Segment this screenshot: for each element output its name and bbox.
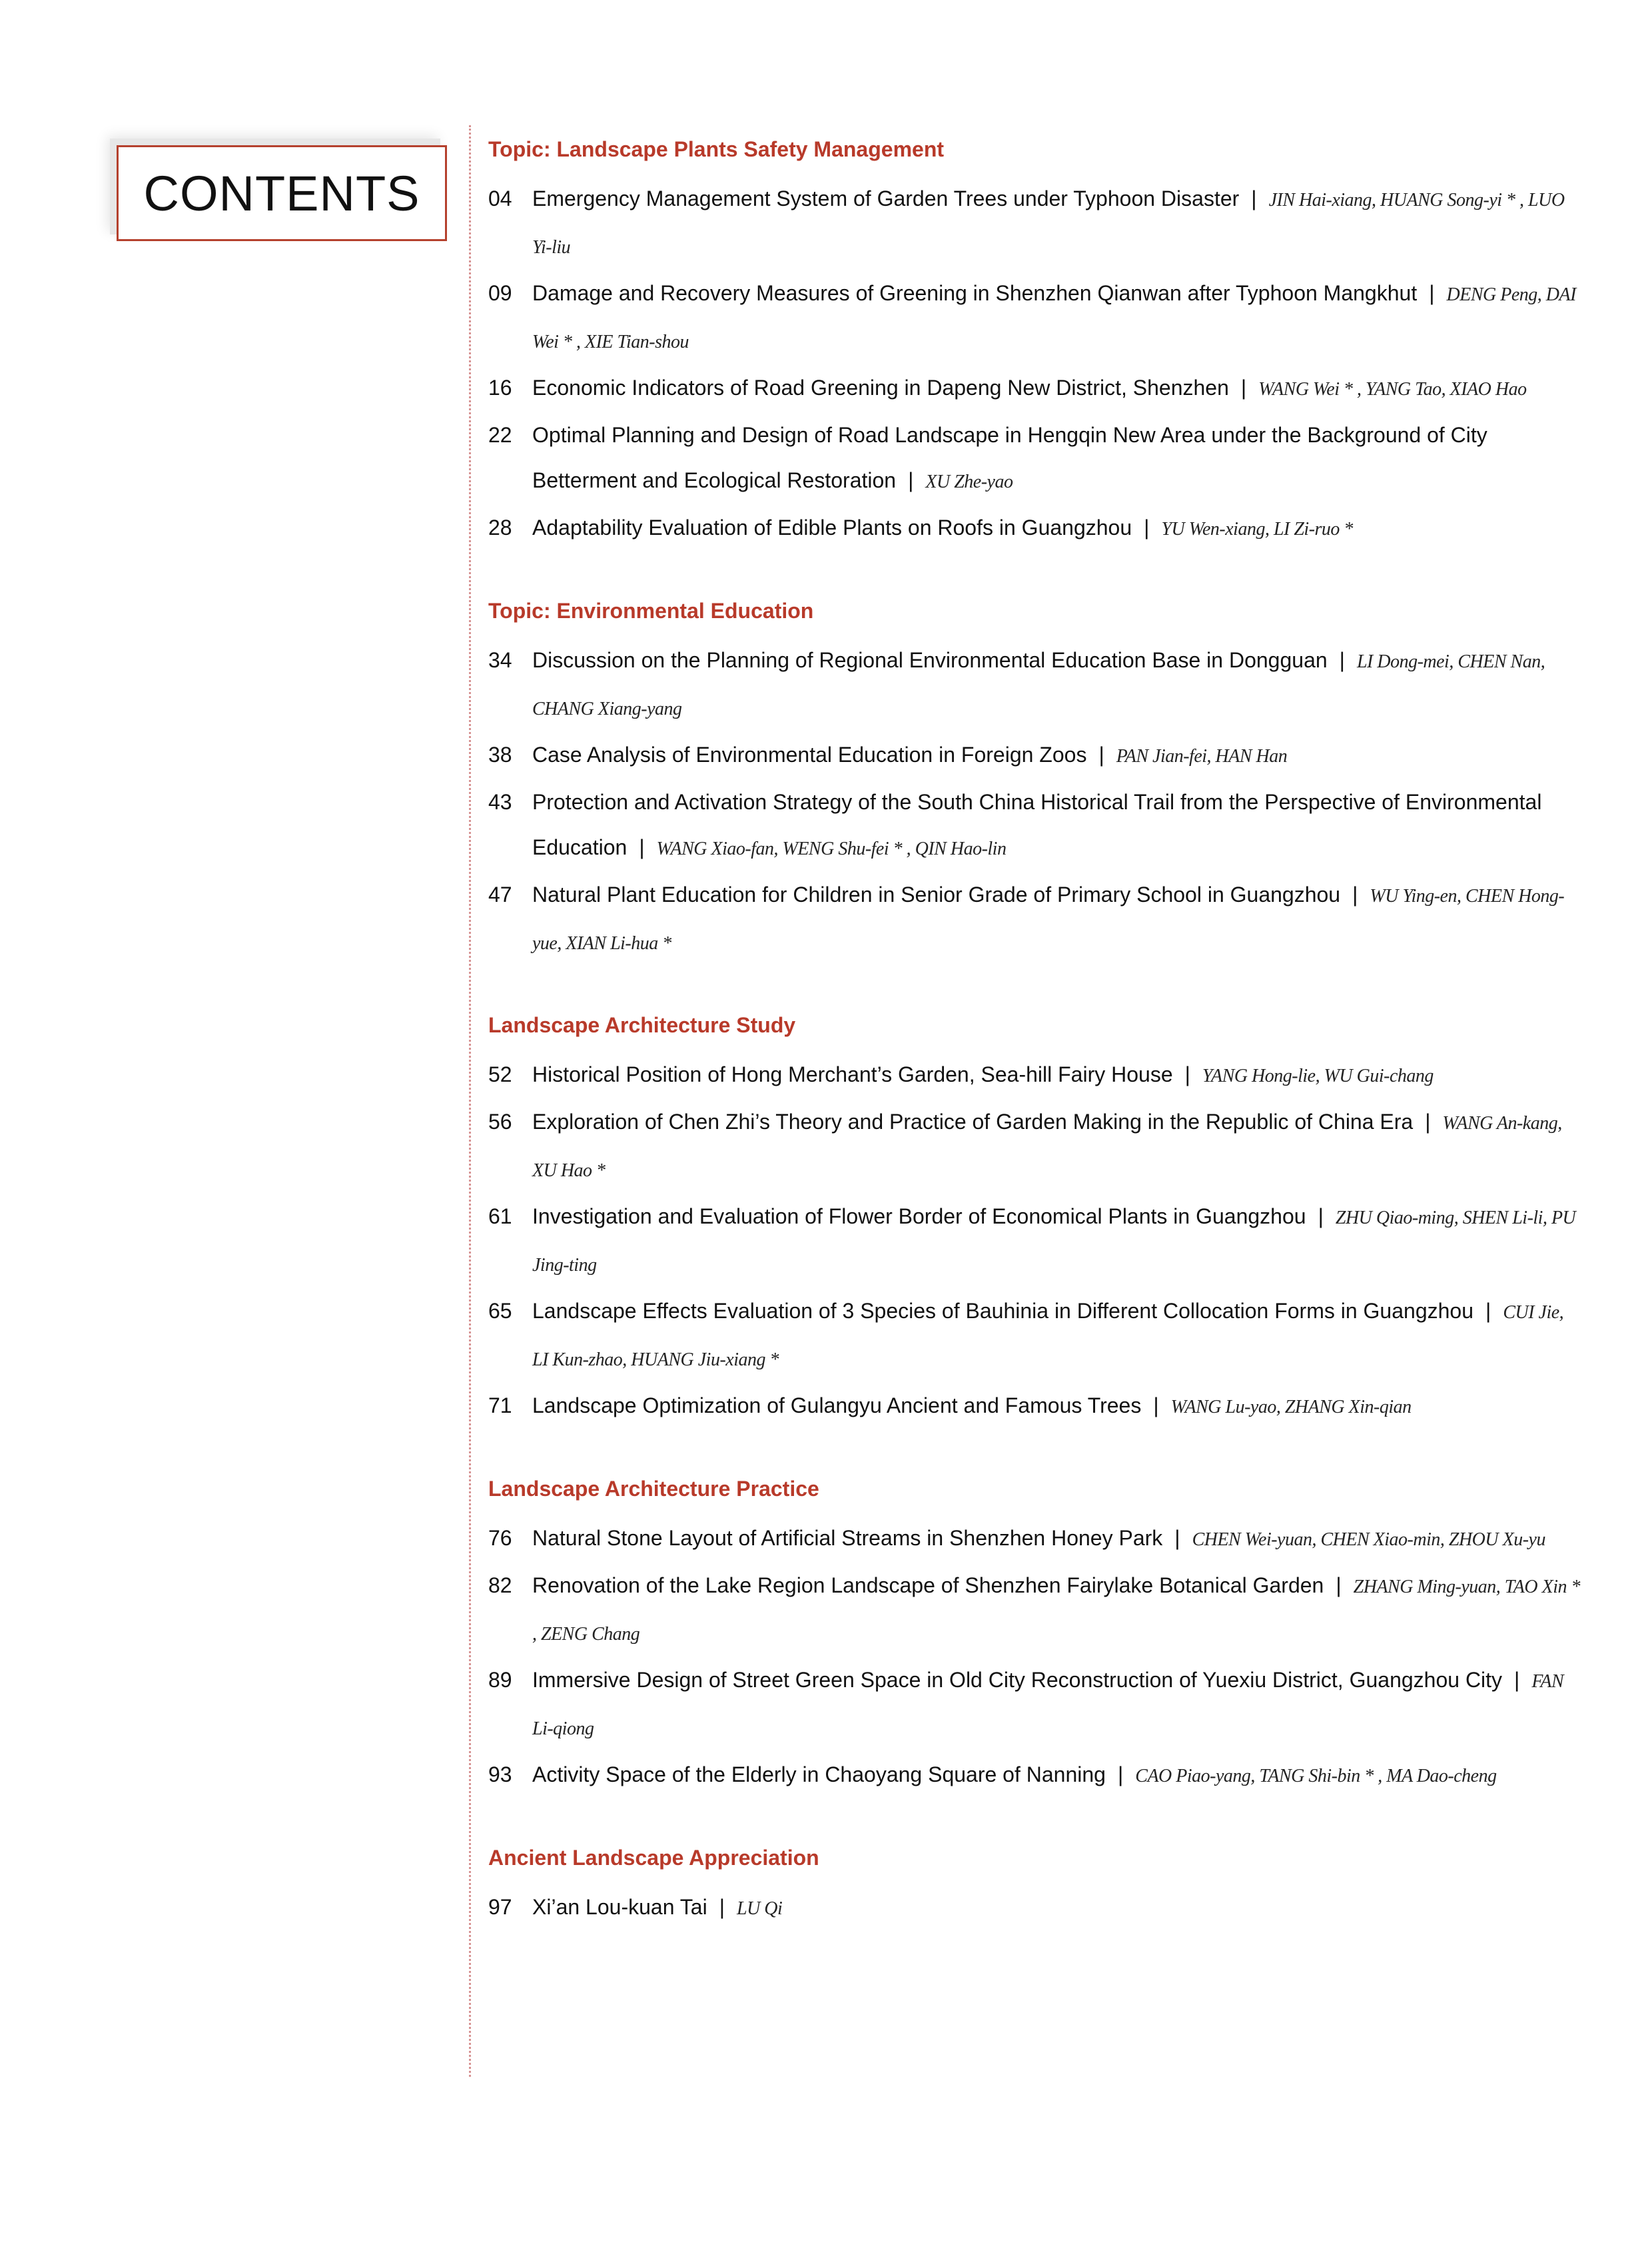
- toc-entry[interactable]: [488, 1515, 1581, 1563]
- article-authors: ZHANG Ming-yuan, TAO Xin * , ZENG Chang: [532, 1577, 1581, 1645]
- separator: |: [1174, 1526, 1180, 1550]
- toc-entry[interactable]: [488, 1194, 1581, 1288]
- article-authors: LI Dong-mei, CHEN Nan, CHANG Xiang-yang: [532, 651, 1545, 719]
- toc-entry[interactable]: [488, 1099, 1581, 1194]
- toc-entry[interactable]: [488, 1052, 1581, 1099]
- toc-entry[interactable]: [488, 365, 1581, 412]
- section-title: Topic: Environmental Education: [488, 599, 814, 623]
- page-number: 61: [488, 1204, 512, 1228]
- article-title: Protection and Activation Strategy of the South China Historical Trail from the Perspective of Environmental Education: [532, 790, 1542, 859]
- separator: |: [1251, 187, 1257, 210]
- article-authors: ZHU Qiao-ming, SHEN Li-li, PU Jing-ting: [532, 1208, 1576, 1276]
- page-number: 16: [488, 376, 512, 400]
- table-of-contents: [488, 132, 1581, 1973]
- section-title: Topic: Landscape Plants Safety Management: [488, 137, 945, 161]
- contents-title: CONTENTS: [143, 165, 420, 221]
- toc-entry[interactable]: [488, 1657, 1581, 1752]
- toc-entry[interactable]: [488, 1288, 1581, 1383]
- separator: |: [1352, 883, 1358, 907]
- toc-section: [488, 132, 1581, 552]
- article-authors: WU Ying-en, CHEN Hong-yue, XIAN Li-hua *: [532, 886, 1565, 954]
- article-title: Emergency Management System of Garden Trees under Typhoon Disaster: [532, 187, 1240, 210]
- article-authors: CAO Piao-yang, TANG Shi-bin * , MA Dao-cheng: [1135, 1766, 1497, 1786]
- article-authors: JIN Hai-xiang, HUANG Song-yi * , LUO Yi-liu: [532, 190, 1565, 258]
- toc-entry[interactable]: [488, 1563, 1581, 1657]
- article-authors: WANG Lu-yao, ZHANG Xin-qian: [1170, 1397, 1412, 1417]
- article-title: Adaptability Evaluation of Edible Plants on Roofs in Guangzhou: [532, 516, 1132, 540]
- article-title: Investigation and Evaluation of Flower Border of Economical Plants in Guangzhou: [532, 1204, 1306, 1228]
- toc-entry[interactable]: [488, 270, 1581, 365]
- page-number: 52: [488, 1062, 512, 1086]
- toc-entry[interactable]: [488, 176, 1581, 270]
- article-title: Damage and Recovery Measures of Greening in Shenzhen Qianwan after Typhoon Mangkhut: [532, 281, 1418, 305]
- article-authors: YANG Hong-lie, WU Gui-chang: [1202, 1066, 1434, 1086]
- separator: |: [1336, 1573, 1342, 1597]
- article-title: Exploration of Chen Zhi’s Theory and Practice of Garden Making in the Republic of China Era: [532, 1110, 1414, 1134]
- article-title: Renovation of the Lake Region Landscape of Shenzhen Fairylake Botanical Garden: [532, 1573, 1324, 1597]
- toc-section: [488, 593, 1581, 966]
- separator: |: [639, 835, 645, 859]
- toc-entry[interactable]: [488, 1383, 1581, 1430]
- toc-entry[interactable]: [488, 412, 1581, 505]
- page-number: 34: [488, 648, 512, 672]
- article-authors: DENG Peng, DAI Wei * , XIE Tian-shou: [532, 284, 1576, 352]
- separator: |: [1318, 1204, 1324, 1228]
- toc-entry[interactable]: [488, 637, 1581, 732]
- page-number: 43: [488, 790, 512, 814]
- separator: |: [719, 1895, 725, 1919]
- section-title: Landscape Architecture Study: [488, 1013, 796, 1037]
- page-number: 71: [488, 1393, 512, 1417]
- vertical-divider: [469, 125, 471, 2077]
- article-authors: FAN Li-qiong: [532, 1671, 1564, 1739]
- contents-heading-box: [117, 145, 447, 241]
- article-authors: PAN Jian-fei, HAN Han: [1116, 746, 1288, 767]
- separator: |: [1184, 1062, 1190, 1086]
- toc-section: [488, 1471, 1581, 1799]
- toc-entry[interactable]: [488, 872, 1581, 966]
- article-title: Economic Indicators of Road Greening in Dapeng New District, Shenzhen: [532, 376, 1229, 400]
- article-title: Immersive Design of Street Green Space in Old City Reconstruction of Yuexiu District, Guangzhou City: [532, 1668, 1503, 1692]
- page-number: 89: [488, 1668, 512, 1692]
- toc-entry[interactable]: [488, 779, 1581, 872]
- toc-section: [488, 1840, 1581, 1932]
- separator: |: [908, 468, 914, 492]
- separator: |: [1098, 743, 1104, 767]
- page-number: 97: [488, 1895, 512, 1919]
- toc-section: [488, 1008, 1581, 1430]
- page-number: 65: [488, 1299, 512, 1323]
- article-authors: WANG Wei * , YANG Tao, XIAO Hao: [1258, 379, 1527, 400]
- separator: |: [1240, 376, 1247, 400]
- article-authors: YU Wen-xiang, LI Zi-ruo *: [1161, 519, 1353, 540]
- page-number: 56: [488, 1110, 512, 1134]
- toc-entry[interactable]: [488, 1752, 1581, 1799]
- article-title: Landscape Optimization of Gulangyu Ancient and Famous Trees: [532, 1393, 1142, 1417]
- article-title: Discussion on the Planning of Regional Environmental Education Base in Dongguan: [532, 648, 1328, 672]
- page-number: 28: [488, 516, 512, 540]
- separator: |: [1425, 1110, 1431, 1134]
- toc-entry[interactable]: [488, 732, 1581, 779]
- toc-entry[interactable]: [488, 505, 1581, 552]
- separator: |: [1514, 1668, 1520, 1692]
- article-title: Xi’an Lou-kuan Tai: [532, 1895, 707, 1919]
- separator: |: [1144, 516, 1150, 540]
- toc-entry[interactable]: [488, 1884, 1581, 1932]
- separator: |: [1485, 1299, 1491, 1323]
- article-title: Natural Plant Education for Children in Senior Grade of Primary School in Guangzhou: [532, 883, 1341, 907]
- article-title: Case Analysis of Environmental Education in Foreign Zoos: [532, 743, 1087, 767]
- article-authors: WANG An-kang, XU Hao *: [532, 1113, 1562, 1181]
- article-title: Historical Position of Hong Merchant’s Garden, Sea-hill Fairy House: [532, 1062, 1173, 1086]
- article-authors: XU Zhe-yao: [925, 472, 1013, 492]
- article-authors: CHEN Wei-yuan, CHEN Xiao-min, ZHOU Xu-yu: [1192, 1529, 1545, 1550]
- section-title: Ancient Landscape Appreciation: [488, 1846, 819, 1870]
- page-number: 93: [488, 1762, 512, 1786]
- page-number: 38: [488, 743, 512, 767]
- article-authors: WANG Xiao-fan, WENG Shu-fei * , QIN Hao-lin: [656, 839, 1007, 859]
- separator: |: [1153, 1393, 1159, 1417]
- article-title: Landscape Effects Evaluation of 3 Species of Bauhinia in Different Collocation Forms in Guangzhou: [532, 1299, 1473, 1323]
- page-number: 09: [488, 281, 512, 305]
- article-title: Optimal Planning and Design of Road Landscape in Hengqin New Area under the Background of City Betterment and Ecological Restoration: [532, 423, 1487, 492]
- article-title: Activity Space of the Elderly in Chaoyang Square of Nanning: [532, 1762, 1106, 1786]
- separator: |: [1429, 281, 1435, 305]
- page-number: 22: [488, 423, 512, 447]
- separator: |: [1339, 648, 1345, 672]
- page-number: 76: [488, 1526, 512, 1550]
- article-title: Natural Stone Layout of Artificial Streams in Shenzhen Honey Park: [532, 1526, 1163, 1550]
- page-number: 04: [488, 187, 512, 210]
- separator: |: [1117, 1762, 1124, 1786]
- section-title: Landscape Architecture Practice: [488, 1477, 819, 1501]
- article-authors: CUI Jie, LI Kun-zhao, HUANG Jiu-xiang *: [532, 1302, 1564, 1370]
- page-number: 47: [488, 883, 512, 907]
- page-number: 82: [488, 1573, 512, 1597]
- article-authors: LU Qi: [737, 1898, 783, 1919]
